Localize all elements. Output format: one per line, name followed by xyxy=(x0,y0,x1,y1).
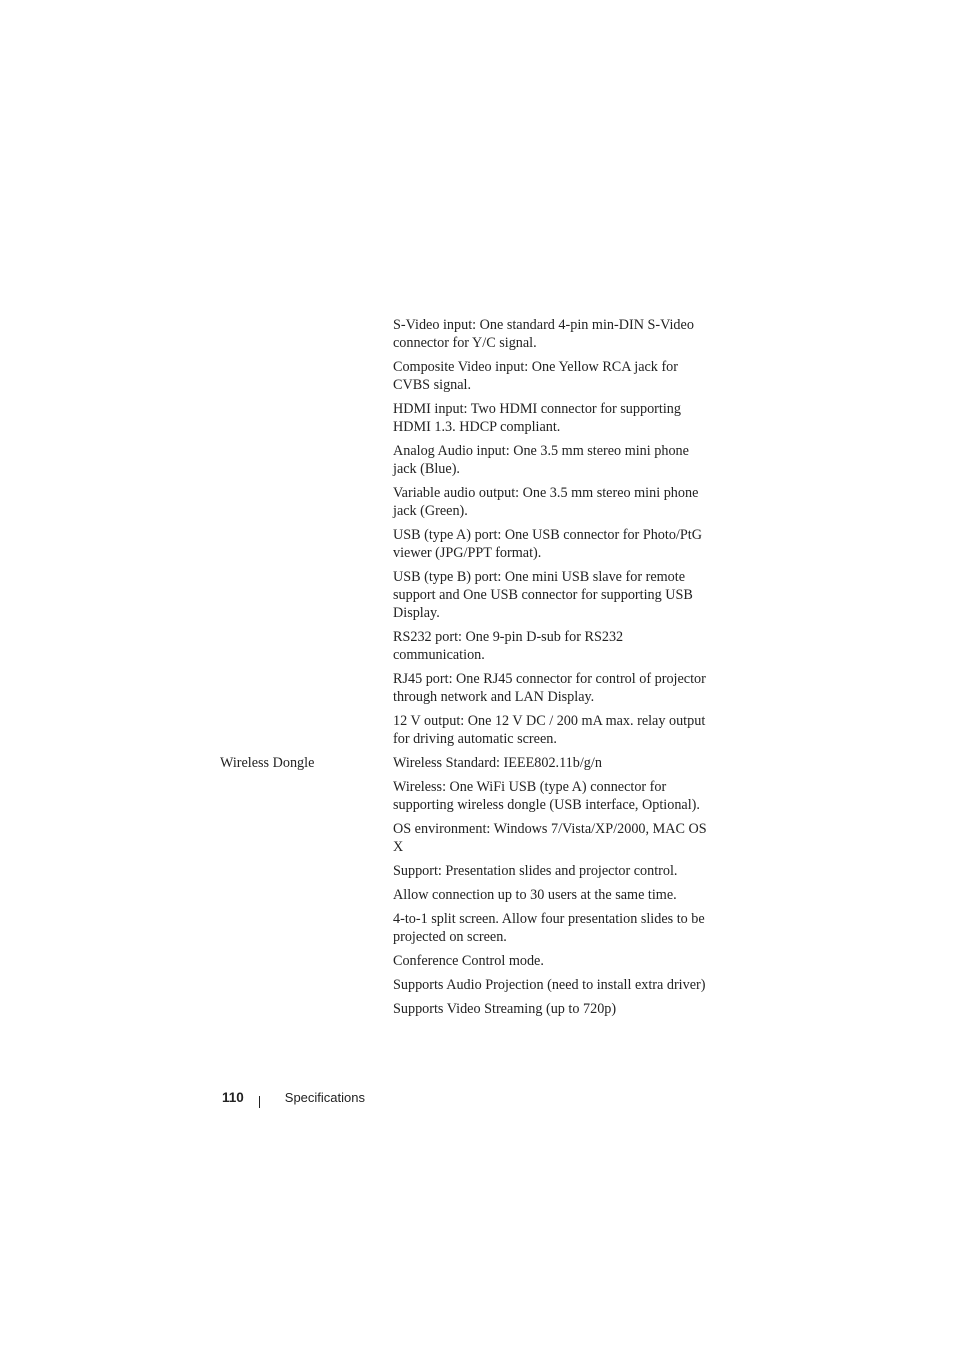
spec-item: RS232 port: One 9-pin D-sub for RS232 communication. xyxy=(393,629,624,663)
spec-values xyxy=(393,316,720,754)
footer-divider xyxy=(259,1096,260,1108)
spec-item: USB (type B) port: One mini USB slave for remote support and One USB connector for supporting USB Display. xyxy=(393,569,693,621)
spec-item: USB (type A) port: One USB connector for Photo/PtG viewer (JPG/PPT format). xyxy=(393,527,702,561)
spec-item: Supports Video Streaming (up to 720p) xyxy=(393,1001,617,1017)
footer-section-title: Specifications xyxy=(284,1090,365,1105)
spec-item: Composite Video input: One Yellow RCA jack for CVBS signal. xyxy=(393,359,678,393)
spec-row-wireless-dongle xyxy=(220,754,720,1024)
page-number: 110 xyxy=(222,1090,244,1105)
spec-item: HDMI input: Two HDMI connector for supporting HDMI 1.3. HDCP compliant. xyxy=(393,401,681,435)
spec-item: Wireless Standard: IEEE802.11b/g/n xyxy=(393,755,602,771)
spec-item: Allow connection up to 30 users at the same time. xyxy=(393,887,677,903)
spec-row-connectors xyxy=(220,316,720,754)
spec-values xyxy=(393,754,720,1024)
spec-item: 12 V output: One 12 V DC / 200 mA max. relay output for driving automatic screen. xyxy=(393,713,706,747)
spec-item: S-Video input: One standard 4-pin min-DIN S-Video connector for Y/C signal. xyxy=(393,317,694,351)
spec-item: Support: Presentation slides and projector control. xyxy=(393,863,678,879)
spec-item: Wireless: One WiFi USB (type A) connector for supporting wireless dongle (USB interface, Optional). xyxy=(393,779,700,813)
spec-item: OS environment: Windows 7/Vista/XP/2000, MAC OS X xyxy=(393,821,707,855)
page-footer xyxy=(222,1089,365,1107)
spec-table xyxy=(220,316,720,1024)
spec-item: Variable audio output: One 3.5 mm stereo mini phone jack (Green). xyxy=(393,485,699,519)
spec-item: 4-to-1 split screen. Allow four presentation slides to be projected on screen. xyxy=(393,911,705,945)
spec-item: Analog Audio input: One 3.5 mm stereo mini phone jack (Blue). xyxy=(393,443,689,477)
spec-item: RJ45 port: One RJ45 connector for control of projector through network and LAN Display. xyxy=(393,671,706,705)
spec-label-wireless-dongle: Wireless Dongle xyxy=(220,755,315,771)
spec-item: Supports Audio Projection (need to install extra driver) xyxy=(393,977,706,993)
spec-item: Conference Control mode. xyxy=(393,953,544,969)
